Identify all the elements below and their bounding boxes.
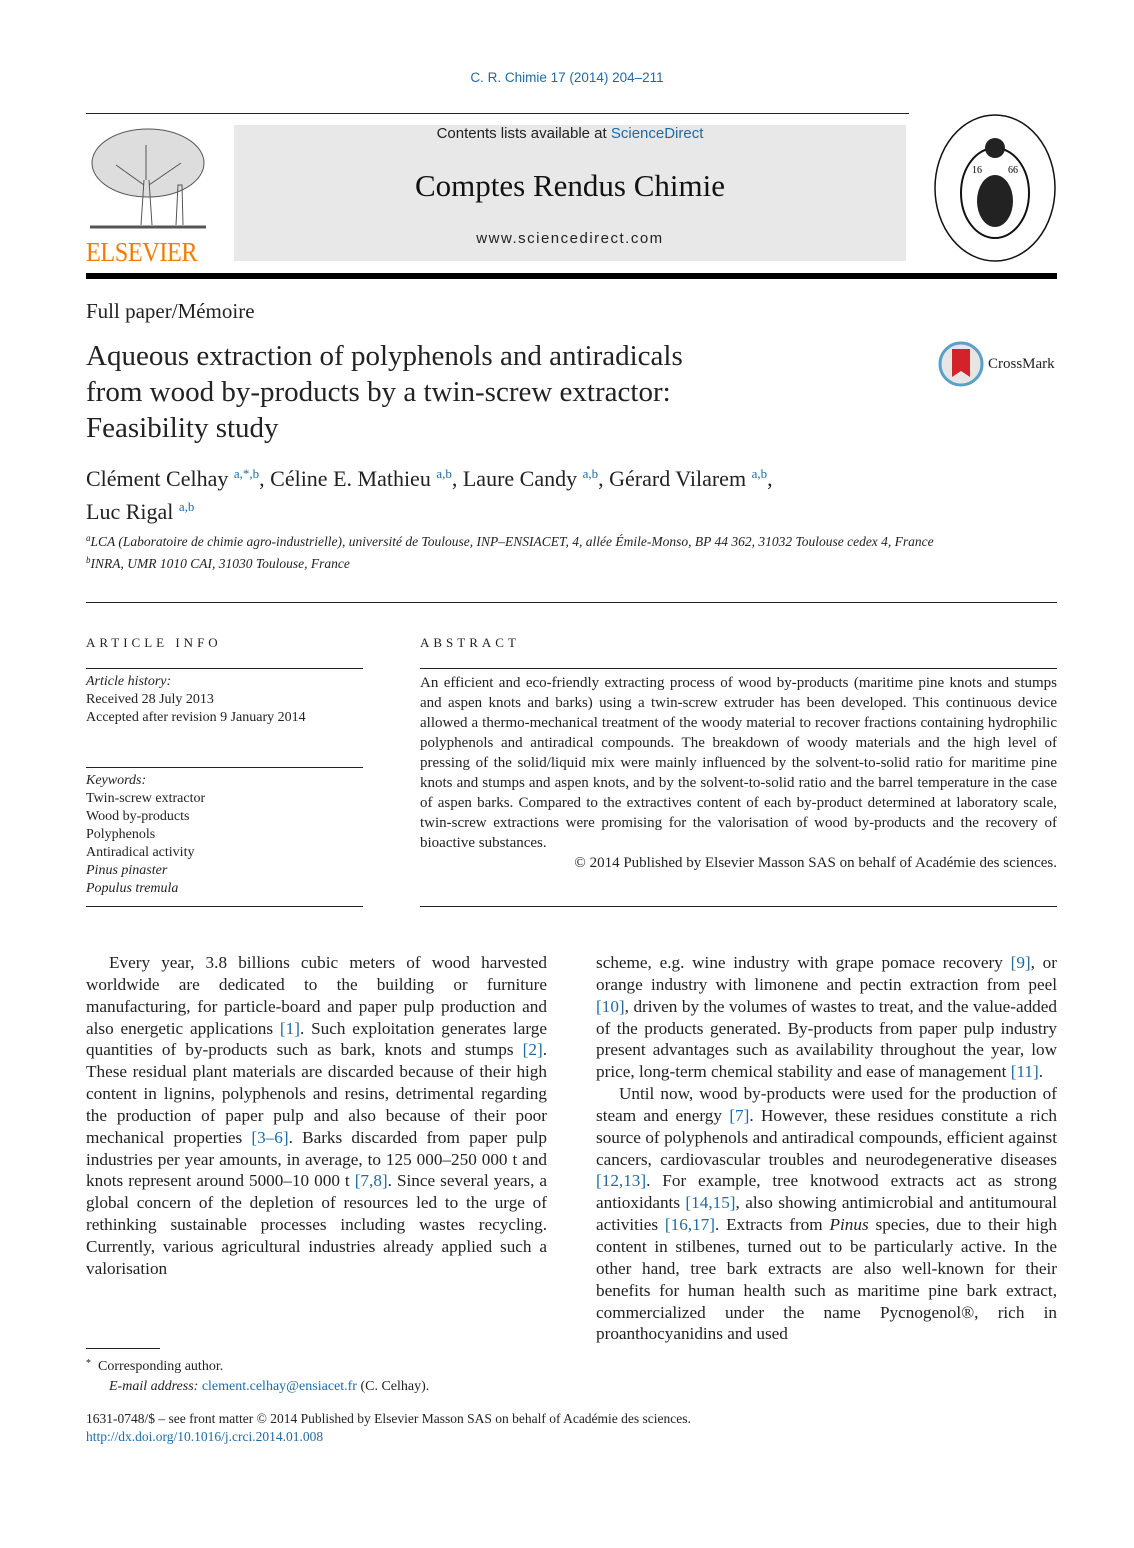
- author-affiliation-mark[interactable]: a,*,b: [233, 466, 260, 481]
- author-affiliation-mark[interactable]: a,b: [751, 466, 768, 481]
- keyword: Pinus pinaster: [86, 863, 168, 878]
- author-separator: ,: [598, 466, 610, 491]
- contents-prefix: Contents lists available at: [436, 125, 611, 142]
- text-segment: , driven by the volumes of wastes to treat, and the value-added of the products generated. By-products from paper pulp industry present advantages such as availability throughout the year, low price, long-term chemical stability and ease of management: [596, 996, 1057, 1082]
- paragraph: [596, 952, 1057, 1083]
- citation-link[interactable]: [14,15]: [685, 1193, 736, 1213]
- author-affiliation-mark[interactable]: a,b: [582, 466, 599, 481]
- title-line: from wood by-products by a twin-screw extractor:: [86, 376, 671, 408]
- divider: [86, 602, 1057, 603]
- text-segment: . However, these residues constitute a rich source of polyphenols and antiradical compounds, efficient against cancers, cardiovascular troubles and neurodegenerative diseases: [596, 1105, 1058, 1169]
- author-name: Gérard Vilarem: [609, 466, 747, 491]
- affiliations: [86, 529, 966, 573]
- author-separator: ,: [451, 466, 463, 491]
- text-segment: , or orange industry with limonene and pectin extraction from peel: [596, 953, 1057, 994]
- website-link[interactable]: www.sciencedirect.com: [476, 230, 664, 247]
- author-name: Laure Candy: [462, 466, 578, 491]
- corresponding-label: Corresponding author.: [98, 1359, 224, 1374]
- article-title: [86, 338, 866, 446]
- affiliation: [86, 529, 966, 551]
- body-column-right: [596, 952, 1057, 1345]
- divider: [86, 906, 363, 907]
- author-name: Céline E. Mathieu: [270, 466, 431, 491]
- paragraph: [86, 952, 547, 1280]
- affiliation-text: INRA, UMR 1010 CAI, 31030 Toulouse, France: [90, 556, 350, 571]
- email-suffix: (C. Celhay).: [356, 1379, 430, 1394]
- divider: [420, 906, 1057, 907]
- citation-link[interactable]: [2]: [522, 1040, 543, 1060]
- svg-text:66: 66: [1008, 165, 1018, 176]
- author-name: Luc Rigal: [86, 499, 174, 524]
- crossmark-label: CrossMark: [988, 355, 1055, 372]
- keyword: Twin-screw extractor: [86, 791, 206, 806]
- email-line: [86, 1377, 429, 1397]
- citation-link[interactable]: [16,17]: [664, 1215, 715, 1235]
- affiliation-text: LCA (Laboratoire de chimie agro-industrielle), université de Toulouse, INP–ENSIACET, 4, allée Émile-Monso, BP 44 362, 31032 Toulouse cedex 4, France: [90, 534, 934, 549]
- keyword: Antiradical activity: [86, 845, 195, 860]
- section-label: Full paper/Mémoire: [86, 299, 255, 323]
- abstract-text: An efficient and eco-friendly extracting process of wood by-products (maritime pine knots and stumps and aspen knots and barks) using a twin-screw extruder has been developed. This continuous device allowed a thermo-mechanical treatment of the woody material to recover fractions containing hydrophilic polyphenols and antiradical compounds. The breakdown of woody materials and the high level of pressing of the solid/liquid mix were mainly influenced by the solvent-to-solid ratio for maritime pine knots and stumps and aspen knots, and by the solvent-to-solid ratio and the barrel temperature in the case of aspen barks. Compared to the extractives content of each by-product determined at laboratory scale, twin-screw extractions were promising for the valorisation of wood by-products and the recovery of bioactive substances.: [420, 675, 1057, 851]
- article-history: [86, 673, 363, 727]
- body-column-left: [86, 952, 547, 1280]
- academie-seal-logo: [932, 113, 1058, 263]
- tree-icon: [86, 125, 210, 233]
- front-matter: [86, 1410, 691, 1446]
- journal-title: Comptes Rendus Chimie: [415, 168, 725, 203]
- sciencedirect-link[interactable]: ScienceDirect: [610, 125, 704, 142]
- copyright: © 2014 Published by Elsevier Masson SAS on behalf of Académie des sciences.: [574, 855, 1057, 871]
- crossmark-button[interactable]: [938, 341, 1055, 387]
- author-list: [86, 460, 986, 526]
- keywords: [86, 772, 363, 898]
- author-affiliation-mark[interactable]: a,b: [436, 466, 452, 481]
- text-segment: . Extracts from: [715, 1215, 830, 1235]
- footnote-mark: *: [86, 1358, 91, 1369]
- text-segment: . These residual plant materials are discarded because of their high content in lignins, polyphenols and resins, detrimental regarding the production of paper pulp and also because of their poor mechanical properties: [86, 1040, 547, 1147]
- text-segment: . Barks discarded from paper pulp industries per year amounts, in average, to 125 000–250 000 t and knots represent around 5000–10 000 t: [86, 1127, 547, 1191]
- keyword: Wood by-products: [86, 809, 190, 824]
- issn-line: 1631-0748/$ – see front matter © 2014 Published by Elsevier Masson SAS on behalf of Académie des sciences.: [86, 1411, 691, 1426]
- text-segment: species, due to their high content in stilbenes, turned out to be particularly active. In the other hand, tree bark extracts are also well-known for their benefits for human health such as maritime pine bark extract, commercialized under the name Pycnogenol®, rich in proanthocyanidins and used: [596, 1215, 1057, 1344]
- author-separator: ,: [259, 466, 271, 491]
- keywords-label: Keywords:: [86, 773, 147, 788]
- citation-link[interactable]: [7,8]: [354, 1171, 388, 1191]
- paragraph: [596, 1083, 1057, 1345]
- email-label: E-mail address:: [109, 1379, 199, 1394]
- text-segment: . Since several years, a global concern of the depletion of resources led to the urge of rethinking sustainable processes including wastes recycling. Currently, various agricultural industries already applied such a valorisation: [86, 1171, 547, 1278]
- affiliation: [86, 551, 966, 573]
- affiliation-mark: b: [86, 555, 91, 565]
- keyword: Polyphenols: [86, 827, 156, 842]
- divider: [420, 668, 1057, 669]
- footnote: [86, 1354, 429, 1397]
- crossmark-icon: [938, 341, 984, 387]
- journal-reference[interactable]: C. R. Chimie 17 (2014) 204–211: [470, 70, 664, 85]
- elsevier-wordmark: ELSEVIER: [86, 237, 198, 267]
- divider: [86, 767, 363, 768]
- accepted-date: Accepted after revision 9 January 2014: [86, 710, 306, 725]
- article-info-heading: ARTICLE INFO: [86, 635, 222, 650]
- title-line: Aqueous extraction of polyphenols and antiradicals: [86, 340, 683, 372]
- citation-link[interactable]: [1]: [279, 1018, 300, 1038]
- text-segment: . For example, tree knotwood extracts act as strong antioxidants: [596, 1171, 1057, 1213]
- abstract-heading: ABSTRACT: [420, 635, 520, 650]
- title-line: Feasibility study: [86, 412, 279, 444]
- citation-link[interactable]: [12,13]: [596, 1171, 647, 1191]
- author-affiliation-mark[interactable]: a,b: [178, 499, 195, 514]
- text-segment: , also showing antimicrobial and antitumoural activities: [596, 1193, 1057, 1235]
- citation-link[interactable]: [9]: [1010, 953, 1031, 972]
- text-segment: .: [1038, 1062, 1044, 1082]
- doi-link[interactable]: http://dx.doi.org/10.1016/j.crci.2014.01.008: [86, 1429, 324, 1444]
- citation-link[interactable]: [10]: [596, 996, 625, 1016]
- citation-link[interactable]: [3–6]: [251, 1127, 289, 1147]
- text-segment: Every year, 3.8 billions cubic meters of wood harvested worldwide are dedicated to the building or furniture manufacturing, for particle-board and paper pulp production and also energetic applications: [86, 953, 547, 1038]
- seal-icon: [932, 113, 1058, 263]
- abstract: [420, 673, 1057, 873]
- elsevier-logo[interactable]: [86, 125, 210, 265]
- text-segment: . Such exploitation generates large quantities of by-products such as bark, knots and stumps: [86, 1018, 548, 1060]
- header-divider: [86, 273, 1057, 279]
- divider: [86, 113, 909, 114]
- svg-text:16: 16: [972, 165, 982, 176]
- journal-banner: [234, 125, 906, 261]
- received-date: Received 28 July 2013: [86, 692, 214, 707]
- history-label: Article history:: [86, 674, 172, 689]
- text-segment: Pinus: [829, 1215, 869, 1235]
- keyword: Populus tremula: [86, 881, 179, 896]
- affiliation-mark: a: [86, 533, 91, 543]
- corresponding-author: [86, 1354, 429, 1377]
- author-separator: ,: [767, 466, 773, 491]
- text-segment: Until now, wood by-products were used for the production of steam and energy: [596, 1084, 1057, 1125]
- text-segment: scheme, e.g. wine industry with grape pomace recovery: [596, 953, 1011, 972]
- citation-link[interactable]: [7]: [729, 1105, 750, 1125]
- footnote-divider: [86, 1348, 160, 1349]
- email-link[interactable]: clement.celhay@ensiacet.fr: [201, 1379, 357, 1394]
- author-name: Clément Celhay: [86, 466, 229, 491]
- divider: [86, 668, 363, 669]
- citation-link[interactable]: [11]: [1010, 1062, 1039, 1082]
- contents-line: [234, 125, 906, 142]
